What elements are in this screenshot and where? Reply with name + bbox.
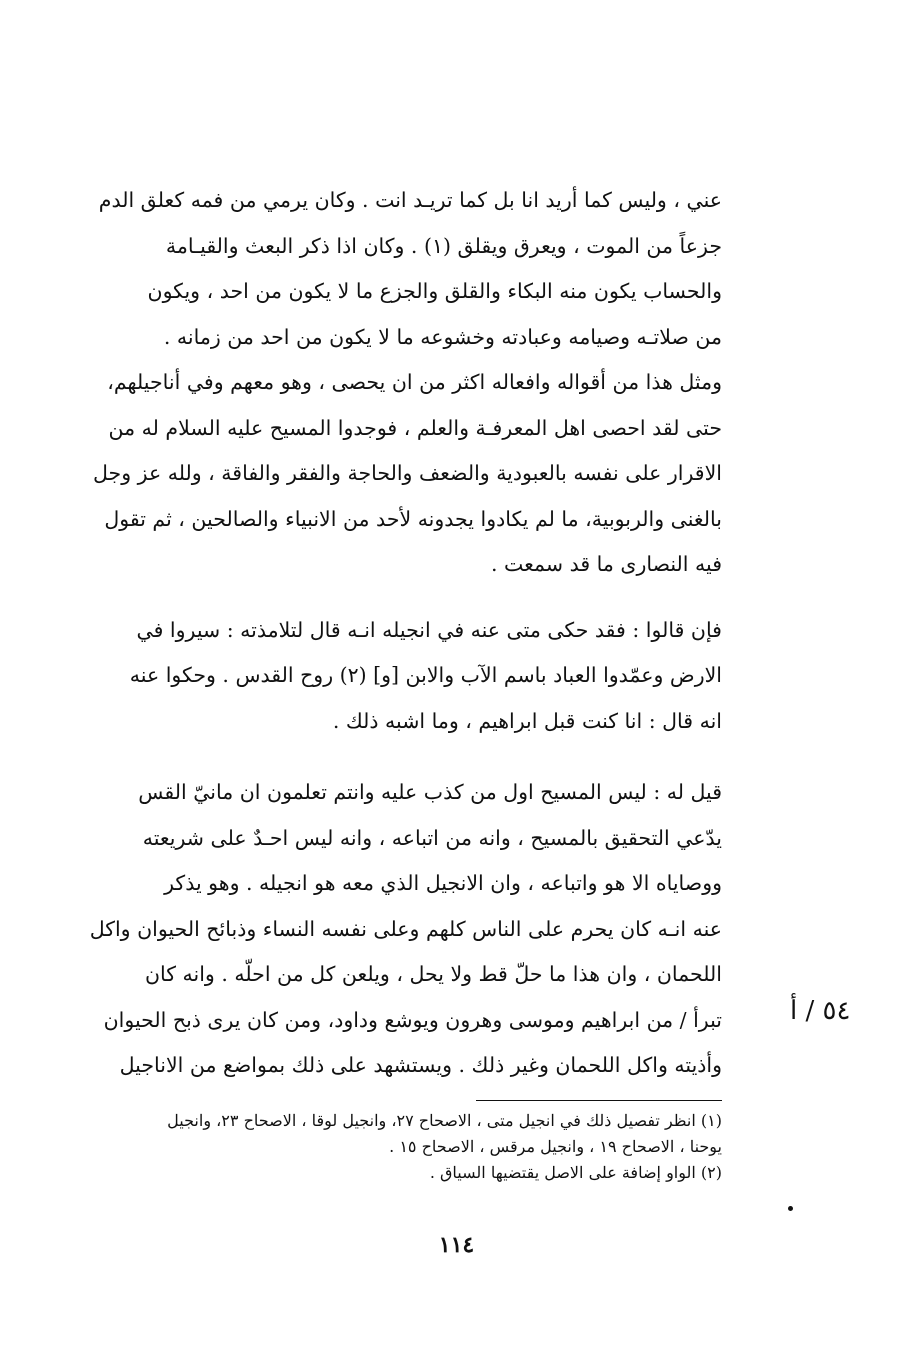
footnote-line: (١) انظر تفصيل ذلك في انجيل متى ، الاصحاح ٢٧، وانجيل لوقا ، الاصحاح ٢٣، وانجيل (167, 1111, 722, 1130)
page-number: ١١٤ (438, 1232, 475, 1258)
ink-dot (788, 1206, 793, 1211)
paragraph-2 (48, 608, 722, 745)
text-line: جزعاً من الموت ، ويعرق ويقلق (١) . وكان اذا ذكر البعث والقيـامة (165, 233, 722, 258)
paragraph-3 (48, 770, 722, 1089)
footnote-divider (476, 1100, 722, 1101)
text-line: وأذيته واكل اللحمان وغير ذلك . ويستشهد على ذلك بمواضع من الاناجيل (119, 1053, 722, 1077)
text-line: بالغنى والربوبية، ما لم يكادوا يجدونه لأحد من الانبياء والصالحين ، ثم تقول (104, 506, 722, 531)
text-line: عني ، وليس كما أريد انا بل كما تريـد انت . وكان يرمي من فمه كعلق الدم (98, 188, 722, 212)
text-line: اللحمان ، وان هذا ما حلّ قط ولا يحل ، ويلعن كل من احلّه . وانه كان (144, 962, 722, 986)
text-line: عنه انـه كان يحرم على الناس كلهم وعلى نفسه النساء وذبائح الحيوان واكل (89, 916, 722, 941)
text-line: تبرأ / من ابراهيم وموسى وهرون ويوشع وداود، ومن كان يرى ذبح الحيوان (103, 1007, 722, 1032)
text-line: الارض وعمّدوا العباد باسم الآب والابن [و] (٢) روح القدس . وحكوا عنه (129, 663, 722, 687)
footnotes (48, 1108, 722, 1186)
text-line: من صلاتـه وصيامه وعبادته وخشوعه ما لا يكون من احد من زمانه . (163, 324, 722, 349)
text-line: حتى لقد احصى اهل المعرفـة والعلم ، فوجدوا المسيح عليه السلام له من (108, 415, 722, 440)
text-line: الاقرار على نفسه بالعبودية والضعف والحاجة والفقر والفاقة ، ولله عز وجل (93, 461, 722, 485)
footnote-line: (٢) الواو إضافة على الاصل يقتضيها السياق . (429, 1163, 722, 1182)
text-line: قيل له : ليس المسيح اول من كذب عليه وانتم تعلمون ان مانيّ القس (138, 780, 722, 804)
text-line: ووصاياه الا هو واتباعه ، وان الانجيل الذي معه هو انجيله . وهو يذكر (164, 871, 722, 895)
text-line: فإن قالوا : فقد حكى متى عنه في انجيله انـه قال لتلامذته : سيروا في (136, 617, 722, 642)
footnote-line: يوحنا ، الاصحاح ١٩ ، وانجيل مرقس ، الاصحاح ١٥ . (389, 1137, 722, 1156)
paragraph-1 (48, 178, 722, 588)
text-line: والحساب يكون منه البكاء والقلق والجزع ما لا يكون من احد ، ويكون (147, 279, 722, 303)
text-line: ومثل هذا من أقواله وافعاله اكثر من ان يحصى ، وهو معهم وفي أناجيلهم، (107, 370, 722, 394)
manuscript-folio-marker: ٥٤ / أ (790, 996, 851, 1026)
text-line: يدّعي التحقيق بالمسيح ، وانه من اتباعه ، وانه ليس احـدٌ على شريعته (142, 825, 722, 850)
main-text (48, 178, 722, 1089)
text-line: فيه النصارى ما قد سمعت . (490, 552, 722, 576)
text-line: انه قال : انا كنت قبل ابراهيم ، وما اشبه ذلك . (332, 708, 722, 733)
